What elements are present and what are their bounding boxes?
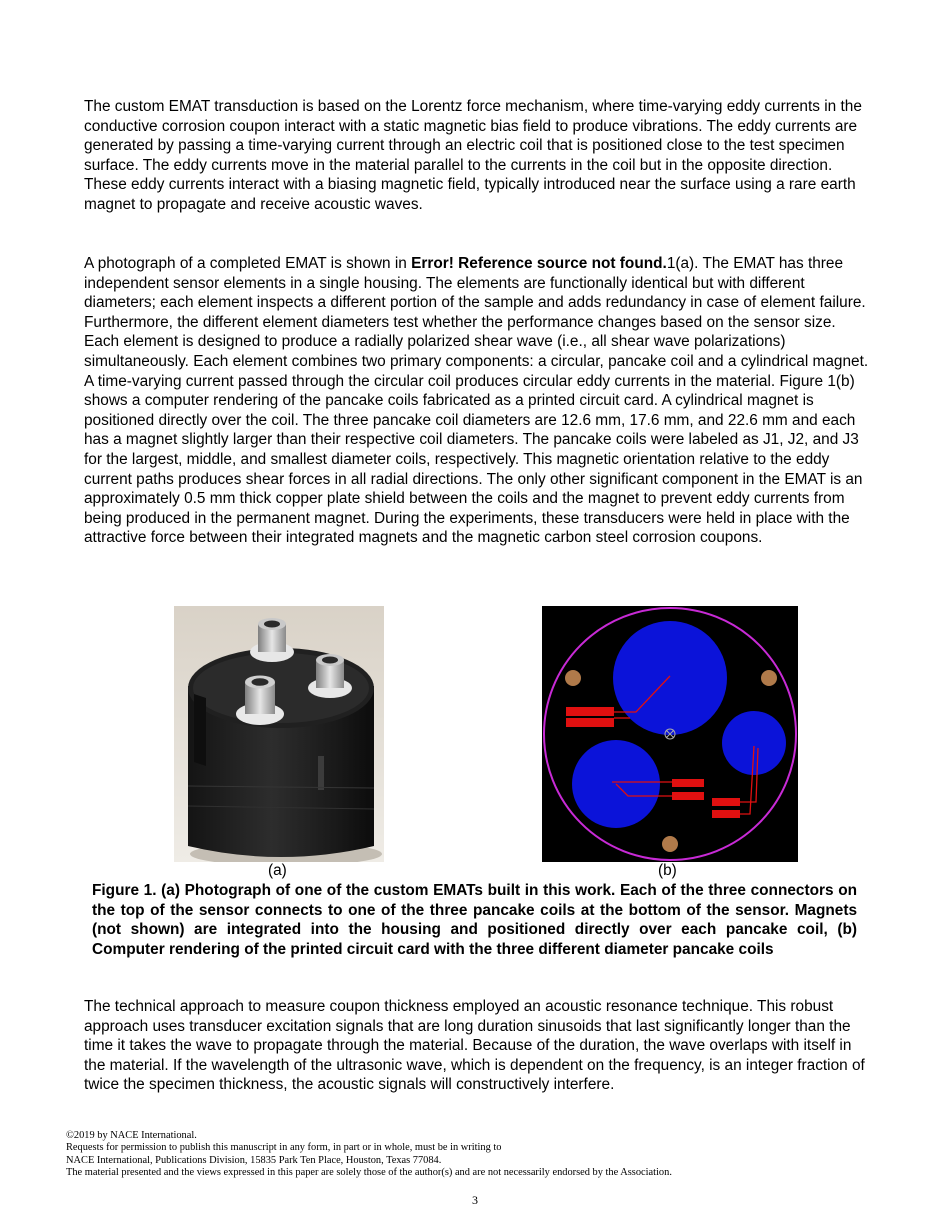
page-number: 3 (472, 1193, 478, 1207)
pancake-coil-j3 (722, 711, 786, 775)
mounting-hole (662, 836, 678, 852)
pcb-rendering (542, 606, 798, 862)
pcb-rendering-graphic (542, 606, 798, 862)
copyright-footer (66, 1130, 886, 1179)
mounting-hole (761, 670, 777, 686)
footer-copyright: ©2019 by NACE International. (66, 1130, 197, 1141)
figure-caption: Figure 1. (a) Photograph of one of the custom EMATs built in this work. Each of the three connectors on the top of the sensor connects to one of the three pancake coils at the bottom of the sensor. Magnets (not shown) are integrated into the housing and positioned directly over each pancake coil, (b) Computer rendering of the printed circuit card with the three different diameter pancake coils (92, 882, 857, 958)
footer-disclaimer: The material presented and the views expressed in this paper are solely those of the author(s) and are not necessarily endorsed by the Association. (66, 1166, 672, 1178)
paragraph-acoustic-resonance: The technical approach to measure coupon thickness employed an acoustic resonance technique. This robust approach uses transducer excitation signals that are long duration sinusoids that last significantly longer than the time it takes the wave to propagate through the material. Because of the duration, the wave overlaps with itself in the material. If the wavelength of the ultrasonic wave, which is dependent on the frequency, is an integer fraction of twice the specimen thickness, the acoustic signals will constructively interfere. (84, 998, 865, 1094)
emat-photo-illustration (174, 606, 384, 862)
mounting-hole (565, 670, 581, 686)
emat-photograph (174, 606, 384, 862)
paragraph-text-rest: 1(a). The EMAT has three independent sensor elements in a single housing. The elements are functionally identical but with different diameters; each element inspects a different portion of the sample and adds redundancy in case of element failure. Furthermore, the different element diameters test whether the performance changes based on the sensor size. Each element is designed to produce a radially polarized shear wave (i.e., all shear wave polarizations) simultaneously. Each element combines two primary components: a circular, pancake coil and a cylindrical magnet. A time-varying current passed through the circular coil produces circular eddy currents in the material. Figure 1(b) shows a computer rendering of the pancake coils fabricated as a printed circuit card. A cylindrical magnet is positioned directly over the coil. The three pancake coil diameters are 12.6 mm, 17.6 mm, and 22.6 mm and each has a magnet slightly larger than their respective coil diameters. The pancake coils were labeled as J1, J2, and J3 for the largest, middle, and smallest diameter coils, respectively. This magnetic orientation relative to the eddy current paths produces shear forces in all radial directions. The only other significant component in the EMAT is an approximately 0.5 mm thick copper plate shield between the coils and the magnet to prevent eddy currents from being produced in the permanent magnet. During the experiments, these transducers were held in place with the attractive force between their integrated magnets and the magnetic carbon steel corrosion coupons. (84, 255, 869, 547)
reference-error-text: Error! Reference source not found. (411, 255, 667, 272)
paragraph-text-start: A photograph of a completed EMAT is shown in (84, 255, 412, 272)
footer-address: NACE International, Publications Division, 15835 Park Ten Place, Houston, Texas 77084. (66, 1154, 442, 1166)
paragraph-emat-description (84, 254, 870, 548)
figure-label-a: (a) (268, 862, 287, 879)
figure-label-b: (b) (658, 862, 677, 879)
paragraph-emat-transduction: The custom EMAT transduction is based on the Lorentz force mechanism, where time-varying eddy currents in the conductive corrosion coupon interact with a static magnetic bias field to produce vibrations. The eddy currents are generated by passing a time-varying current through an electric coil that is positioned close to the test specimen surface. The eddy currents move in the material parallel to the currents in the coil but in the opposite direction. These eddy currents interact with a biasing magnetic field, typically introduced near the surface using a rare earth magnet to propagate and receive acoustic waves. (84, 98, 862, 213)
pancake-coil-j1 (613, 621, 727, 735)
footer-permission: Requests for permission to publish this manuscript in any form, in part or in whole, must be in writing to (66, 1142, 502, 1154)
